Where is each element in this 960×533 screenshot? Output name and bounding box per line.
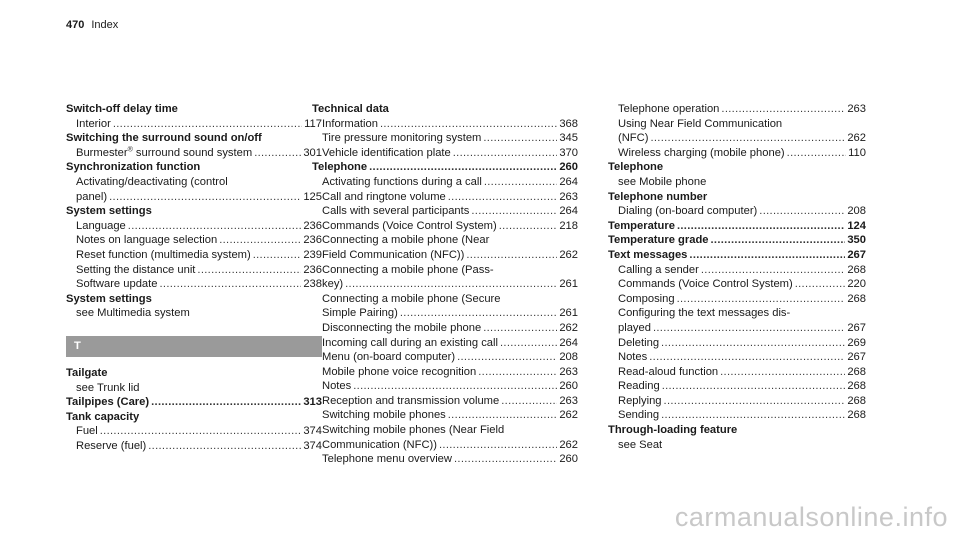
- sub-entry-line: [322, 117, 578, 132]
- sub-entry: [312, 292, 578, 321]
- sub-entry: [608, 277, 866, 292]
- sub-entry-line: see Seat: [618, 438, 663, 451]
- leader-dots: [345, 277, 557, 292]
- entry-label: Setting the distance unit: [76, 263, 196, 276]
- sub-entry-line: [76, 233, 322, 248]
- page-ref: 239: [303, 248, 322, 261]
- leader-dots: [113, 117, 302, 132]
- sub-entry-line: [76, 190, 322, 205]
- page-ref: 262: [559, 409, 578, 422]
- page-ref: 264: [559, 175, 578, 188]
- entry-label: Sending: [618, 409, 660, 422]
- entry-heading: Switch-off delay time: [66, 103, 178, 115]
- sub-entry: [312, 452, 578, 467]
- entry-heading: Telephone number: [608, 190, 708, 203]
- sub-entry-line: [76, 219, 322, 234]
- entry-heading: System settings: [66, 292, 152, 305]
- sub-entry-line: Connecting a mobile phone (Secure: [322, 292, 501, 305]
- entry-heading: [608, 219, 866, 234]
- sub-entry-line: [322, 219, 578, 234]
- entry-label: Composing: [618, 292, 675, 305]
- index-entry: [312, 160, 578, 466]
- sub-entry-line: [322, 277, 578, 292]
- entry-label: Calls with several participants: [322, 205, 470, 218]
- sub-entry: [66, 424, 322, 439]
- sub-entry: [608, 438, 866, 453]
- index-entry: [66, 131, 322, 160]
- sub-entry: [608, 263, 866, 278]
- index-entry: [66, 395, 322, 410]
- sub-entry: [312, 146, 578, 161]
- sub-entry: [312, 263, 578, 292]
- leader-dots: [483, 321, 557, 336]
- sub-entry-line: [618, 204, 866, 219]
- leader-dots: [649, 350, 845, 365]
- page-ref: 370: [559, 146, 578, 159]
- page-ref: 208: [847, 205, 866, 218]
- page-ref: 263: [559, 394, 578, 407]
- leader-dots: [478, 365, 557, 380]
- sub-entry-line: [76, 117, 322, 132]
- index-entry: [66, 102, 322, 131]
- sub-entry-line: Using Near Field Communication: [618, 117, 783, 130]
- sub-entry-line: [618, 321, 866, 336]
- leader-dots: [159, 277, 301, 292]
- entry-label: Commands (Voice Control System): [618, 278, 793, 291]
- sub-entry: [66, 248, 322, 263]
- entry-heading: [608, 233, 866, 248]
- sub-entry: [312, 131, 578, 146]
- sub-entry: [66, 439, 322, 454]
- index-entry: [66, 204, 322, 292]
- page-section-title: Index: [91, 19, 119, 31]
- sub-entry-line: [618, 365, 866, 380]
- sub-entry-line: see Mobile phone: [618, 175, 707, 188]
- sub-entry: [66, 117, 322, 132]
- entry-label: key): [322, 278, 344, 291]
- sub-entry-line: [322, 438, 578, 453]
- index-entry: [66, 160, 322, 204]
- index-entry: [66, 292, 322, 321]
- entry-label: Text messages: [608, 248, 688, 261]
- sub-entry-line: [618, 263, 866, 278]
- page-ref: 374: [303, 439, 322, 452]
- leader-dots: [500, 336, 557, 351]
- entry-label: Reserve (fuel): [76, 439, 147, 452]
- leader-dots: [457, 350, 557, 365]
- sub-entry: [608, 175, 866, 190]
- entry-label: Burmester® surround sound system: [76, 146, 253, 159]
- sub-entry-line: [322, 452, 578, 467]
- sub-entry: [312, 204, 578, 219]
- entry-label: Software update: [76, 278, 158, 291]
- page-ref: 125: [303, 190, 322, 203]
- index-entry: [608, 102, 866, 160]
- sub-entry-line: Connecting a mobile phone (Near: [322, 234, 490, 247]
- entry-label: Tailpipes (Care): [66, 396, 150, 409]
- entry-label: Reset function (multimedia system): [76, 248, 251, 261]
- index-column-1: [66, 102, 322, 453]
- sub-entry-line: [322, 204, 578, 219]
- page-ref: 263: [559, 365, 578, 378]
- page-ref: 238: [303, 278, 322, 291]
- sub-entry: [66, 277, 322, 292]
- sub-entry: [608, 336, 866, 351]
- sub-entry-line: [618, 102, 866, 117]
- leader-dots: [501, 394, 557, 409]
- sub-entry-line: [76, 424, 322, 439]
- sub-entry: [608, 204, 866, 219]
- leader-dots: [439, 438, 557, 453]
- sub-entry-line: [322, 365, 578, 380]
- entry-label: Telephone menu overview: [322, 453, 452, 466]
- leader-dots: [677, 219, 845, 234]
- sub-entry: [66, 219, 322, 234]
- page-ref: 262: [559, 438, 578, 451]
- sub-entry-line: [618, 408, 866, 423]
- sub-entry-line: [618, 379, 866, 394]
- page-ref: 268: [847, 394, 866, 407]
- leader-dots: [711, 233, 846, 248]
- index-entry: [66, 366, 322, 395]
- leader-dots: [720, 365, 845, 380]
- entry-label: Reading: [618, 380, 660, 393]
- index-entry: [608, 190, 866, 219]
- sub-entry: [312, 379, 578, 394]
- index-entry: [312, 102, 578, 160]
- watermark: carmanualsonline.info: [674, 502, 948, 533]
- index-entry: [608, 423, 866, 452]
- sub-entry: [312, 117, 578, 132]
- sub-entry-line: [322, 190, 578, 205]
- sub-entry-line: [76, 263, 322, 278]
- sub-entry: [608, 350, 866, 365]
- entry-label: Disconnecting the mobile phone: [322, 321, 482, 334]
- page-ref: 350: [847, 234, 866, 247]
- leader-dots: [499, 219, 558, 234]
- entry-heading: Tailgate: [66, 366, 108, 379]
- leader-dots: [219, 233, 301, 248]
- entry-heading: [312, 160, 578, 175]
- sub-entry: [66, 381, 322, 396]
- leader-dots: [689, 248, 845, 263]
- leader-dots: [128, 219, 302, 234]
- leader-dots: [650, 131, 845, 146]
- entry-heading: Technical data: [312, 103, 389, 115]
- page-ref: 268: [847, 263, 866, 276]
- sub-entry: [312, 321, 578, 336]
- page-ref: 267: [847, 248, 866, 261]
- leader-dots: [677, 292, 846, 307]
- leader-dots: [197, 263, 301, 278]
- index-entry: [608, 248, 866, 423]
- sub-entry: [66, 263, 322, 278]
- index-entry: [608, 233, 866, 248]
- page-ref: 263: [559, 190, 578, 203]
- sub-entry-line: [618, 350, 866, 365]
- sub-entry: [66, 175, 322, 204]
- sub-entry: [312, 394, 578, 409]
- leader-dots: [661, 336, 845, 351]
- page-ref: 262: [847, 132, 866, 145]
- sub-entry-line: [322, 306, 578, 321]
- entry-label: Temperature grade: [608, 234, 709, 247]
- sub-entry: [312, 408, 578, 423]
- leader-dots: [448, 190, 558, 205]
- page-ref: 218: [559, 219, 578, 232]
- entry-label: Switching mobile phones: [322, 409, 446, 422]
- page-ref: 260: [559, 161, 578, 174]
- sub-entry: [312, 336, 578, 351]
- leader-dots: [254, 146, 301, 161]
- sub-entry: [608, 292, 866, 307]
- entry-label: Reception and transmission volume: [322, 394, 500, 407]
- leader-dots: [151, 395, 301, 410]
- entry-label: Information: [322, 117, 378, 130]
- entry-label: Language: [76, 219, 126, 232]
- entry-label: Telephone operation: [618, 103, 720, 115]
- entry-label: Interior: [76, 117, 111, 130]
- sub-entry-line: [322, 394, 578, 409]
- entry-label: Telephone: [312, 161, 368, 174]
- sub-entry: [312, 233, 578, 262]
- leader-dots: [662, 379, 846, 394]
- page-ref: 263: [847, 103, 866, 115]
- page-ref: 260: [559, 453, 578, 466]
- entry-label: Notes on language selection: [76, 234, 218, 247]
- sub-entry-line: [322, 146, 578, 161]
- entry-label: Notes: [618, 351, 648, 364]
- entry-label: Commands (Voice Control System): [322, 219, 497, 232]
- sub-entry-line: [76, 146, 322, 161]
- page-ref: 301: [303, 146, 322, 159]
- entry-label: Call and ringtone volume: [322, 190, 446, 203]
- entry-label: Vehicle identification plate: [322, 146, 451, 159]
- page-ref: 313: [303, 396, 322, 409]
- leader-dots: [148, 439, 301, 454]
- sub-entry-line: see Trunk lid: [76, 381, 140, 394]
- page-ref: 236: [303, 219, 322, 232]
- entry-label: Menu (on-board computer): [322, 351, 456, 364]
- leader-dots: [664, 394, 846, 409]
- sub-entry-line: see Multimedia system: [76, 307, 190, 320]
- index-column-2: [312, 102, 578, 467]
- entry-label: Fuel: [76, 425, 98, 438]
- sub-entry: [608, 146, 866, 161]
- sub-entry: [608, 365, 866, 380]
- sub-entry: [66, 306, 322, 321]
- leader-dots: [380, 117, 557, 132]
- sub-entry-line: [76, 248, 322, 263]
- entries-before-bar: [66, 102, 322, 321]
- leader-dots: [253, 248, 302, 263]
- entry-label: Incoming call during an existing call: [322, 336, 498, 349]
- leader-dots: [400, 306, 557, 321]
- index-entry: [608, 160, 866, 189]
- page-ref: 262: [559, 321, 578, 334]
- entry-heading: Tank capacity: [66, 410, 140, 423]
- index-entry: [608, 219, 866, 234]
- section-letter-bar: T: [66, 336, 322, 357]
- leader-dots: [721, 102, 845, 117]
- sub-entry: [608, 102, 866, 117]
- entry-heading: Synchronization function: [66, 161, 201, 174]
- page-ref: 220: [847, 278, 866, 291]
- entry-label: Dialing (on-board computer): [618, 205, 758, 218]
- sub-entry: [312, 350, 578, 365]
- sub-entry-line: Switching mobile phones (Near Field: [322, 424, 505, 437]
- sub-entry-line: [322, 131, 578, 146]
- page-ref: 374: [303, 425, 322, 438]
- leader-dots: [701, 263, 845, 278]
- entry-heading: System settings: [66, 205, 152, 218]
- entry-label: Tire pressure monitoring system: [322, 132, 482, 145]
- page-ref: 260: [559, 380, 578, 393]
- entry-label: Mobile phone voice recognition: [322, 365, 477, 378]
- page-ref: 267: [847, 351, 866, 364]
- sub-entry-line: [322, 321, 578, 336]
- sub-entry: [312, 190, 578, 205]
- leader-dots: [484, 175, 558, 190]
- page-ref: 261: [559, 278, 578, 291]
- page-ref: 268: [847, 292, 866, 305]
- page-ref: 264: [559, 205, 578, 218]
- sub-entry: [66, 233, 322, 248]
- leader-dots: [471, 204, 557, 219]
- page-ref: 208: [559, 351, 578, 364]
- sub-entry: [312, 365, 578, 380]
- sub-entry-line: [618, 146, 866, 161]
- entry-label: Read-aloud function: [618, 365, 719, 378]
- page-ref: 261: [559, 307, 578, 320]
- sub-entry: [608, 408, 866, 423]
- leader-dots: [661, 408, 845, 423]
- sub-entry: [608, 117, 866, 146]
- sub-entry-line: [322, 350, 578, 365]
- entry-label: Deleting: [618, 336, 660, 349]
- sub-entry-line: Configuring the text messages dis-: [618, 307, 791, 320]
- sub-entry: [66, 146, 322, 161]
- entry-label: Notes: [322, 380, 352, 393]
- sub-entry: [608, 394, 866, 409]
- leader-dots: [100, 424, 302, 439]
- page-ref: 345: [559, 132, 578, 145]
- page-ref: 124: [847, 219, 866, 232]
- sub-entry-line: [322, 379, 578, 394]
- entry-label: played: [618, 321, 651, 334]
- entry-label: Replying: [618, 394, 662, 407]
- sub-entry-line: [618, 292, 866, 307]
- sub-entry-line: [76, 277, 322, 292]
- sub-entry: [608, 379, 866, 394]
- sub-entry: [608, 306, 866, 335]
- sub-entry-line: [322, 248, 578, 263]
- sub-entry-line: [322, 336, 578, 351]
- sub-entry-line: [322, 175, 578, 190]
- page-ref: 117: [304, 117, 322, 130]
- page-ref: 264: [559, 336, 578, 349]
- leader-dots: [453, 146, 558, 161]
- leader-dots: [466, 248, 557, 263]
- entry-label: Communication (NFC)): [322, 438, 437, 451]
- entries-after-bar: [66, 366, 322, 454]
- page-ref: 262: [559, 248, 578, 261]
- sub-entry-line: [618, 277, 866, 292]
- sub-entry-line: [76, 439, 322, 454]
- sub-entry: [312, 175, 578, 190]
- sub-entry-line: [618, 394, 866, 409]
- entry-label: Calling a sender: [618, 263, 699, 276]
- page-ref: 236: [303, 263, 322, 276]
- page-ref: 110: [848, 146, 866, 159]
- entry-heading: [608, 248, 866, 263]
- page-ref: 269: [847, 336, 866, 349]
- leader-dots: [787, 146, 847, 161]
- entry-heading: Telephone: [608, 161, 664, 174]
- entry-label: Wireless charging (mobile phone): [618, 146, 785, 159]
- entry-label: Temperature: [608, 219, 675, 232]
- page-ref: 236: [303, 234, 322, 247]
- entry-label: panel): [76, 190, 108, 203]
- sub-entry: [312, 219, 578, 234]
- sub-entry-line: Activating/deactivating (control: [76, 175, 228, 188]
- entry-heading: [66, 395, 322, 410]
- page-ref: 268: [847, 409, 866, 422]
- leader-dots: [483, 131, 557, 146]
- page-header: [66, 18, 118, 33]
- index-entry: [66, 410, 322, 454]
- sub-entry-line: [618, 131, 866, 146]
- page-ref: 267: [847, 321, 866, 334]
- sub-entry-line: [322, 408, 578, 423]
- leader-dots: [795, 277, 846, 292]
- leader-dots: [759, 204, 845, 219]
- leader-dots: [448, 408, 558, 423]
- entry-label: Activating functions during a call: [322, 175, 482, 188]
- leader-dots: [454, 452, 557, 467]
- entry-heading: Through-loading feature: [608, 424, 738, 437]
- sub-entry-line: Connecting a mobile phone (Pass-: [322, 263, 494, 276]
- entry-label: Field Communication (NFC)): [322, 248, 465, 261]
- sub-entry: [312, 423, 578, 452]
- leader-dots: [109, 190, 301, 205]
- entry-heading: Switching the surround sound on/off: [66, 132, 262, 145]
- page-number: 470: [66, 19, 85, 31]
- page-ref: 268: [847, 365, 866, 378]
- entry-label: (NFC): [618, 132, 649, 145]
- index-column-3: [608, 102, 866, 452]
- leader-dots: [653, 321, 845, 336]
- page-ref: 368: [559, 117, 578, 130]
- entry-label: Simple Pairing): [322, 307, 398, 320]
- sub-entry-line: [618, 336, 866, 351]
- leader-dots: [369, 160, 557, 175]
- page-ref: 268: [847, 380, 866, 393]
- leader-dots: [353, 379, 557, 394]
